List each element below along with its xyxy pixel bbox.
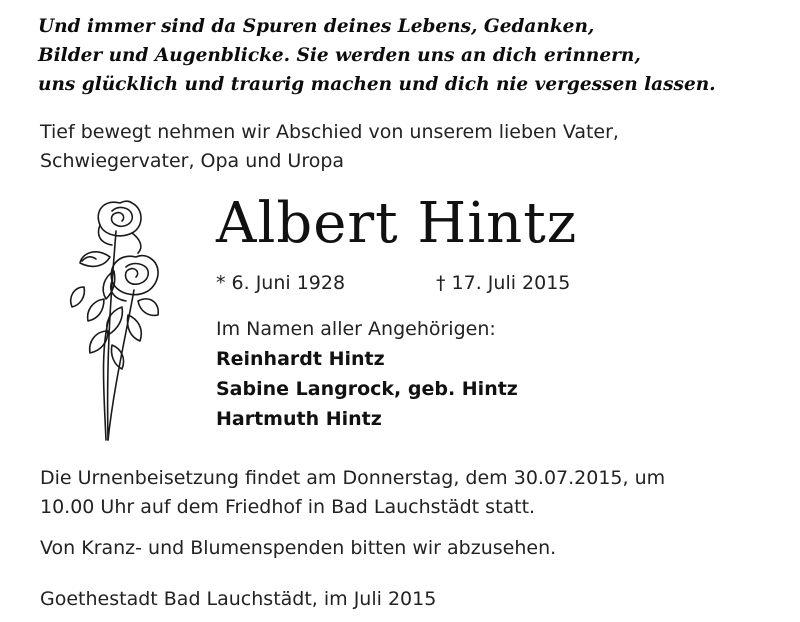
funeral-notice [40,464,665,522]
motto-line: Und immer sind da Spuren deines Lebens, Gedanken, [38,16,595,37]
rose-bouquet-icon [60,195,165,445]
birth-date: * 6. Juni 1928 [216,272,346,294]
relatives-block [216,314,518,434]
flowers-note: Von Kranz- und Blumenspenden bitten wir abzusehen. [40,537,557,559]
relative-name: Sabine Langrock, geb. Hintz [216,378,518,400]
place-date: Goethestadt Bad Lauchstädt, im Juli 2015 [40,588,437,610]
relative-name: Hartmuth Hintz [216,408,382,430]
relatives-lead: Im Namen aller Angehörigen: [216,318,496,340]
funeral-line: 10.00 Uhr auf dem Friedhof in Bad Lauchstädt statt. [40,496,536,518]
motto-line: Bilder und Augenblicke. Sie werden uns an dich erinnern, [38,45,641,66]
motto-line: uns glücklich und traurig machen und dich nie vergessen lassen. [38,74,716,95]
deceased-name: Albert Hintz [216,191,578,256]
relative-name: Reinhardt Hintz [216,348,385,370]
motto-verse [38,12,778,99]
intro-text [40,118,619,176]
funeral-line: Die Urnenbeisetzung findet am Donnerstag, dem 30.07.2015, um [40,467,666,489]
life-dates [216,270,571,296]
intro-line: Tief bewegt nehmen wir Abschied von unserem lieben Vater, [40,121,619,143]
death-date: † 17. Juli 2015 [436,272,571,294]
intro-line: Schwiegervater, Opa und Uropa [40,150,345,172]
